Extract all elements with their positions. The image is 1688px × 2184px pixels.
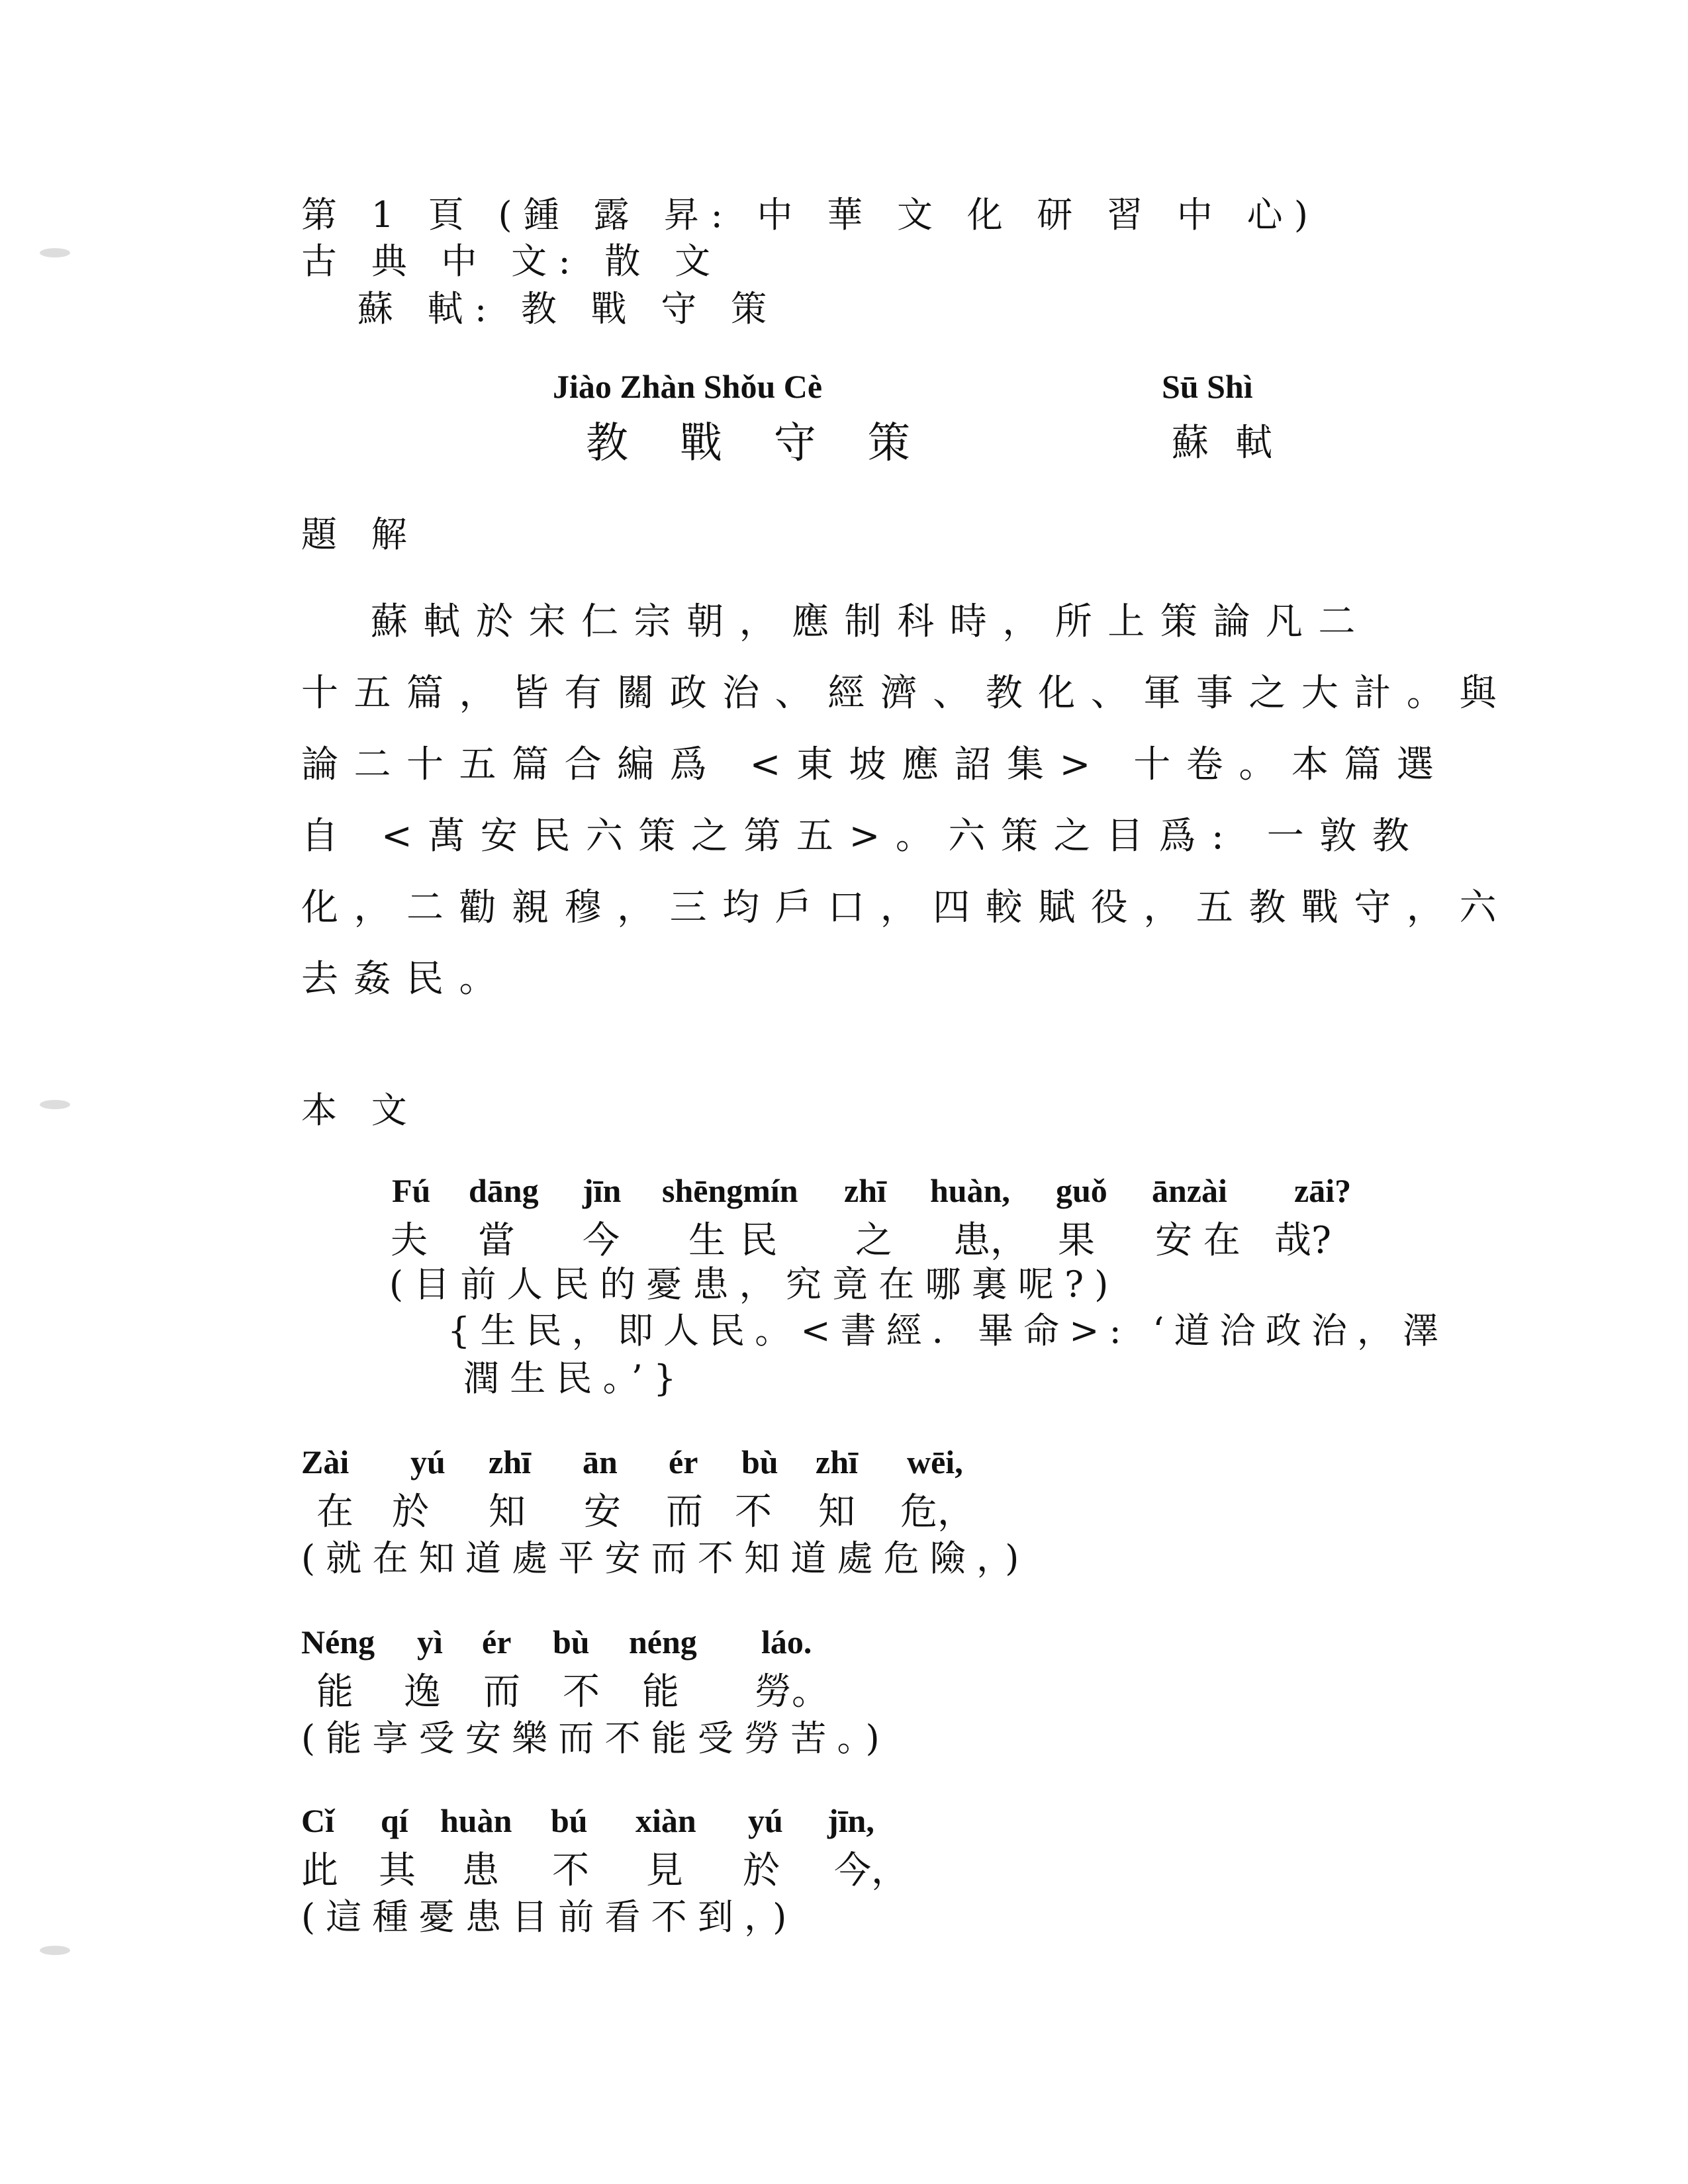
sentence-translation: (這種憂患目前看不到，) bbox=[301, 1896, 798, 1938]
sentence-translation: (目前人民的憂患，究竟在哪裏呢?) bbox=[389, 1263, 1119, 1305]
pinyin-word: jīn bbox=[583, 1172, 622, 1209]
chinese-word: 患， bbox=[953, 1219, 1027, 1262]
sentence-chinese-row bbox=[0, 1662, 1688, 1713]
pinyin-word: bù bbox=[553, 1623, 590, 1661]
chinese-word: 能 bbox=[316, 1670, 353, 1713]
pinyin-word: yú bbox=[410, 1443, 445, 1480]
chinese-word: 果 bbox=[1058, 1219, 1095, 1262]
chinese-word: 不 bbox=[552, 1849, 589, 1892]
intro-line: 論二十五篇合編爲 <東坡應詔集> 十卷。本篇選 bbox=[301, 743, 1450, 786]
sentence-note: 潤生民。’} bbox=[463, 1357, 687, 1399]
pinyin-word: zāi? bbox=[1294, 1172, 1352, 1209]
pinyin-word: Zài bbox=[301, 1443, 350, 1480]
chinese-word: 之 bbox=[855, 1219, 892, 1262]
pinyin-word: ān bbox=[583, 1443, 618, 1480]
chinese-word: 在 bbox=[316, 1490, 353, 1533]
intro-line: 去姦民。 bbox=[301, 958, 512, 1001]
chinese-word: 危， bbox=[900, 1490, 974, 1533]
title-chinese: 教 戰 守 策 bbox=[586, 419, 929, 468]
chinese-word: 安在 bbox=[1155, 1219, 1252, 1262]
chinese-word: 於 bbox=[743, 1849, 780, 1892]
pinyin-word: bú bbox=[551, 1802, 588, 1839]
page-header-subject: 古 典 中 文: 散 文 bbox=[301, 240, 722, 282]
chinese-word: 勞。 bbox=[755, 1670, 829, 1713]
pinyin-word: zhī bbox=[844, 1172, 886, 1209]
pinyin-word: huàn, bbox=[930, 1172, 1010, 1209]
sentence-pinyin-row bbox=[0, 1171, 1688, 1211]
sentence-chinese-row bbox=[0, 1841, 1688, 1892]
chinese-word: 當 bbox=[478, 1219, 515, 1262]
sentence-note: {生民，即人民。<書經．畢命>: ‘道洽政治，澤 bbox=[447, 1310, 1449, 1351]
author-chinese: 蘇 軾 bbox=[1172, 422, 1280, 465]
sentence-chinese-row bbox=[0, 1211, 1688, 1262]
pinyin-word: yú bbox=[748, 1802, 783, 1839]
pinyin-word: néng bbox=[629, 1623, 697, 1661]
chinese-word: 不 bbox=[735, 1490, 772, 1533]
pinyin-word: dāng bbox=[469, 1172, 539, 1209]
intro-heading: 題 解 bbox=[301, 514, 419, 555]
chinese-word: 安 bbox=[584, 1490, 621, 1533]
sentence-translation: (就在知道處平安而不知道處危險，) bbox=[301, 1537, 1030, 1579]
sentence-pinyin-row bbox=[0, 1443, 1688, 1482]
chinese-word: 而 bbox=[666, 1490, 703, 1533]
chinese-word: 此 bbox=[301, 1849, 338, 1892]
pinyin-word: zhī bbox=[816, 1443, 858, 1480]
pinyin-word: Néng bbox=[301, 1623, 375, 1661]
pinyin-word: Fú bbox=[392, 1172, 431, 1209]
pinyin-word: ānzài bbox=[1152, 1172, 1227, 1209]
pinyin-word: Cǐ bbox=[301, 1802, 334, 1839]
punch-hole-mark bbox=[40, 1946, 70, 1955]
chinese-word: 能 bbox=[642, 1670, 679, 1713]
sentence-pinyin-row bbox=[0, 1623, 1688, 1662]
intro-line: 化，二勸親穆，三均戶口，四較賦役，五教戰守，六 bbox=[301, 886, 1512, 929]
pinyin-word: guǒ bbox=[1056, 1172, 1107, 1209]
chinese-word: 患 bbox=[462, 1849, 499, 1892]
pinyin-word: qí bbox=[381, 1802, 408, 1839]
intro-line: 蘇軾於宋仁宗朝，應制科時，所上策論凡二 bbox=[371, 600, 1371, 643]
chinese-word: 哉? bbox=[1274, 1219, 1332, 1262]
chinese-word: 夫 bbox=[391, 1219, 428, 1262]
pinyin-word: yì bbox=[417, 1623, 443, 1661]
intro-line: 十五篇，皆有關政治、經濟、教化、軍事之大計。與 bbox=[301, 672, 1512, 715]
punch-hole-mark bbox=[40, 1100, 70, 1109]
chinese-word: 知 bbox=[818, 1490, 855, 1533]
pinyin-word: xiàn bbox=[635, 1802, 696, 1839]
sentence-pinyin-row bbox=[0, 1801, 1688, 1841]
chinese-word: 見 bbox=[646, 1849, 683, 1892]
pinyin-word: zhī bbox=[489, 1443, 531, 1480]
punch-hole-mark bbox=[40, 248, 70, 257]
pinyin-word: shēngmín bbox=[662, 1172, 798, 1209]
pinyin-word: ér bbox=[669, 1443, 698, 1480]
pinyin-word: jīn, bbox=[827, 1802, 874, 1839]
chinese-word: 於 bbox=[392, 1490, 429, 1533]
chinese-word: 今， bbox=[834, 1849, 908, 1892]
pinyin-word: ér bbox=[482, 1623, 512, 1661]
sentence-translation: (能享受安樂而不能受勞苦。) bbox=[301, 1717, 890, 1759]
chinese-word: 今 bbox=[583, 1219, 620, 1262]
chinese-word: 其 bbox=[379, 1849, 416, 1892]
pinyin-word: huàn bbox=[440, 1802, 512, 1839]
chinese-word: 不 bbox=[563, 1670, 600, 1713]
chinese-word: 逸 bbox=[404, 1670, 441, 1713]
intro-line: 自 <萬安民六策之第五>。六策之目爲: 一敦教 bbox=[301, 815, 1425, 858]
pinyin-word: láo. bbox=[761, 1623, 812, 1661]
chinese-word: 生民 bbox=[688, 1219, 792, 1262]
page-header-author-title: 蘇 軾: 教 戰 守 策 bbox=[357, 288, 778, 330]
body-heading: 本 文 bbox=[301, 1089, 419, 1131]
chinese-word: 知 bbox=[489, 1490, 526, 1533]
pinyin-word: bù bbox=[741, 1443, 778, 1480]
author-pinyin: Sū Shì bbox=[1162, 368, 1253, 405]
title-pinyin: Jiào Zhàn Shǒu Cè bbox=[553, 368, 823, 405]
chinese-word: 而 bbox=[483, 1670, 520, 1713]
sentence-chinese-row bbox=[0, 1482, 1688, 1533]
pinyin-word: wēi, bbox=[907, 1443, 963, 1480]
page-header-line: 第 1 頁 (鍾 露 昇: 中 華 文 化 研 習 中 心) bbox=[301, 194, 1320, 236]
